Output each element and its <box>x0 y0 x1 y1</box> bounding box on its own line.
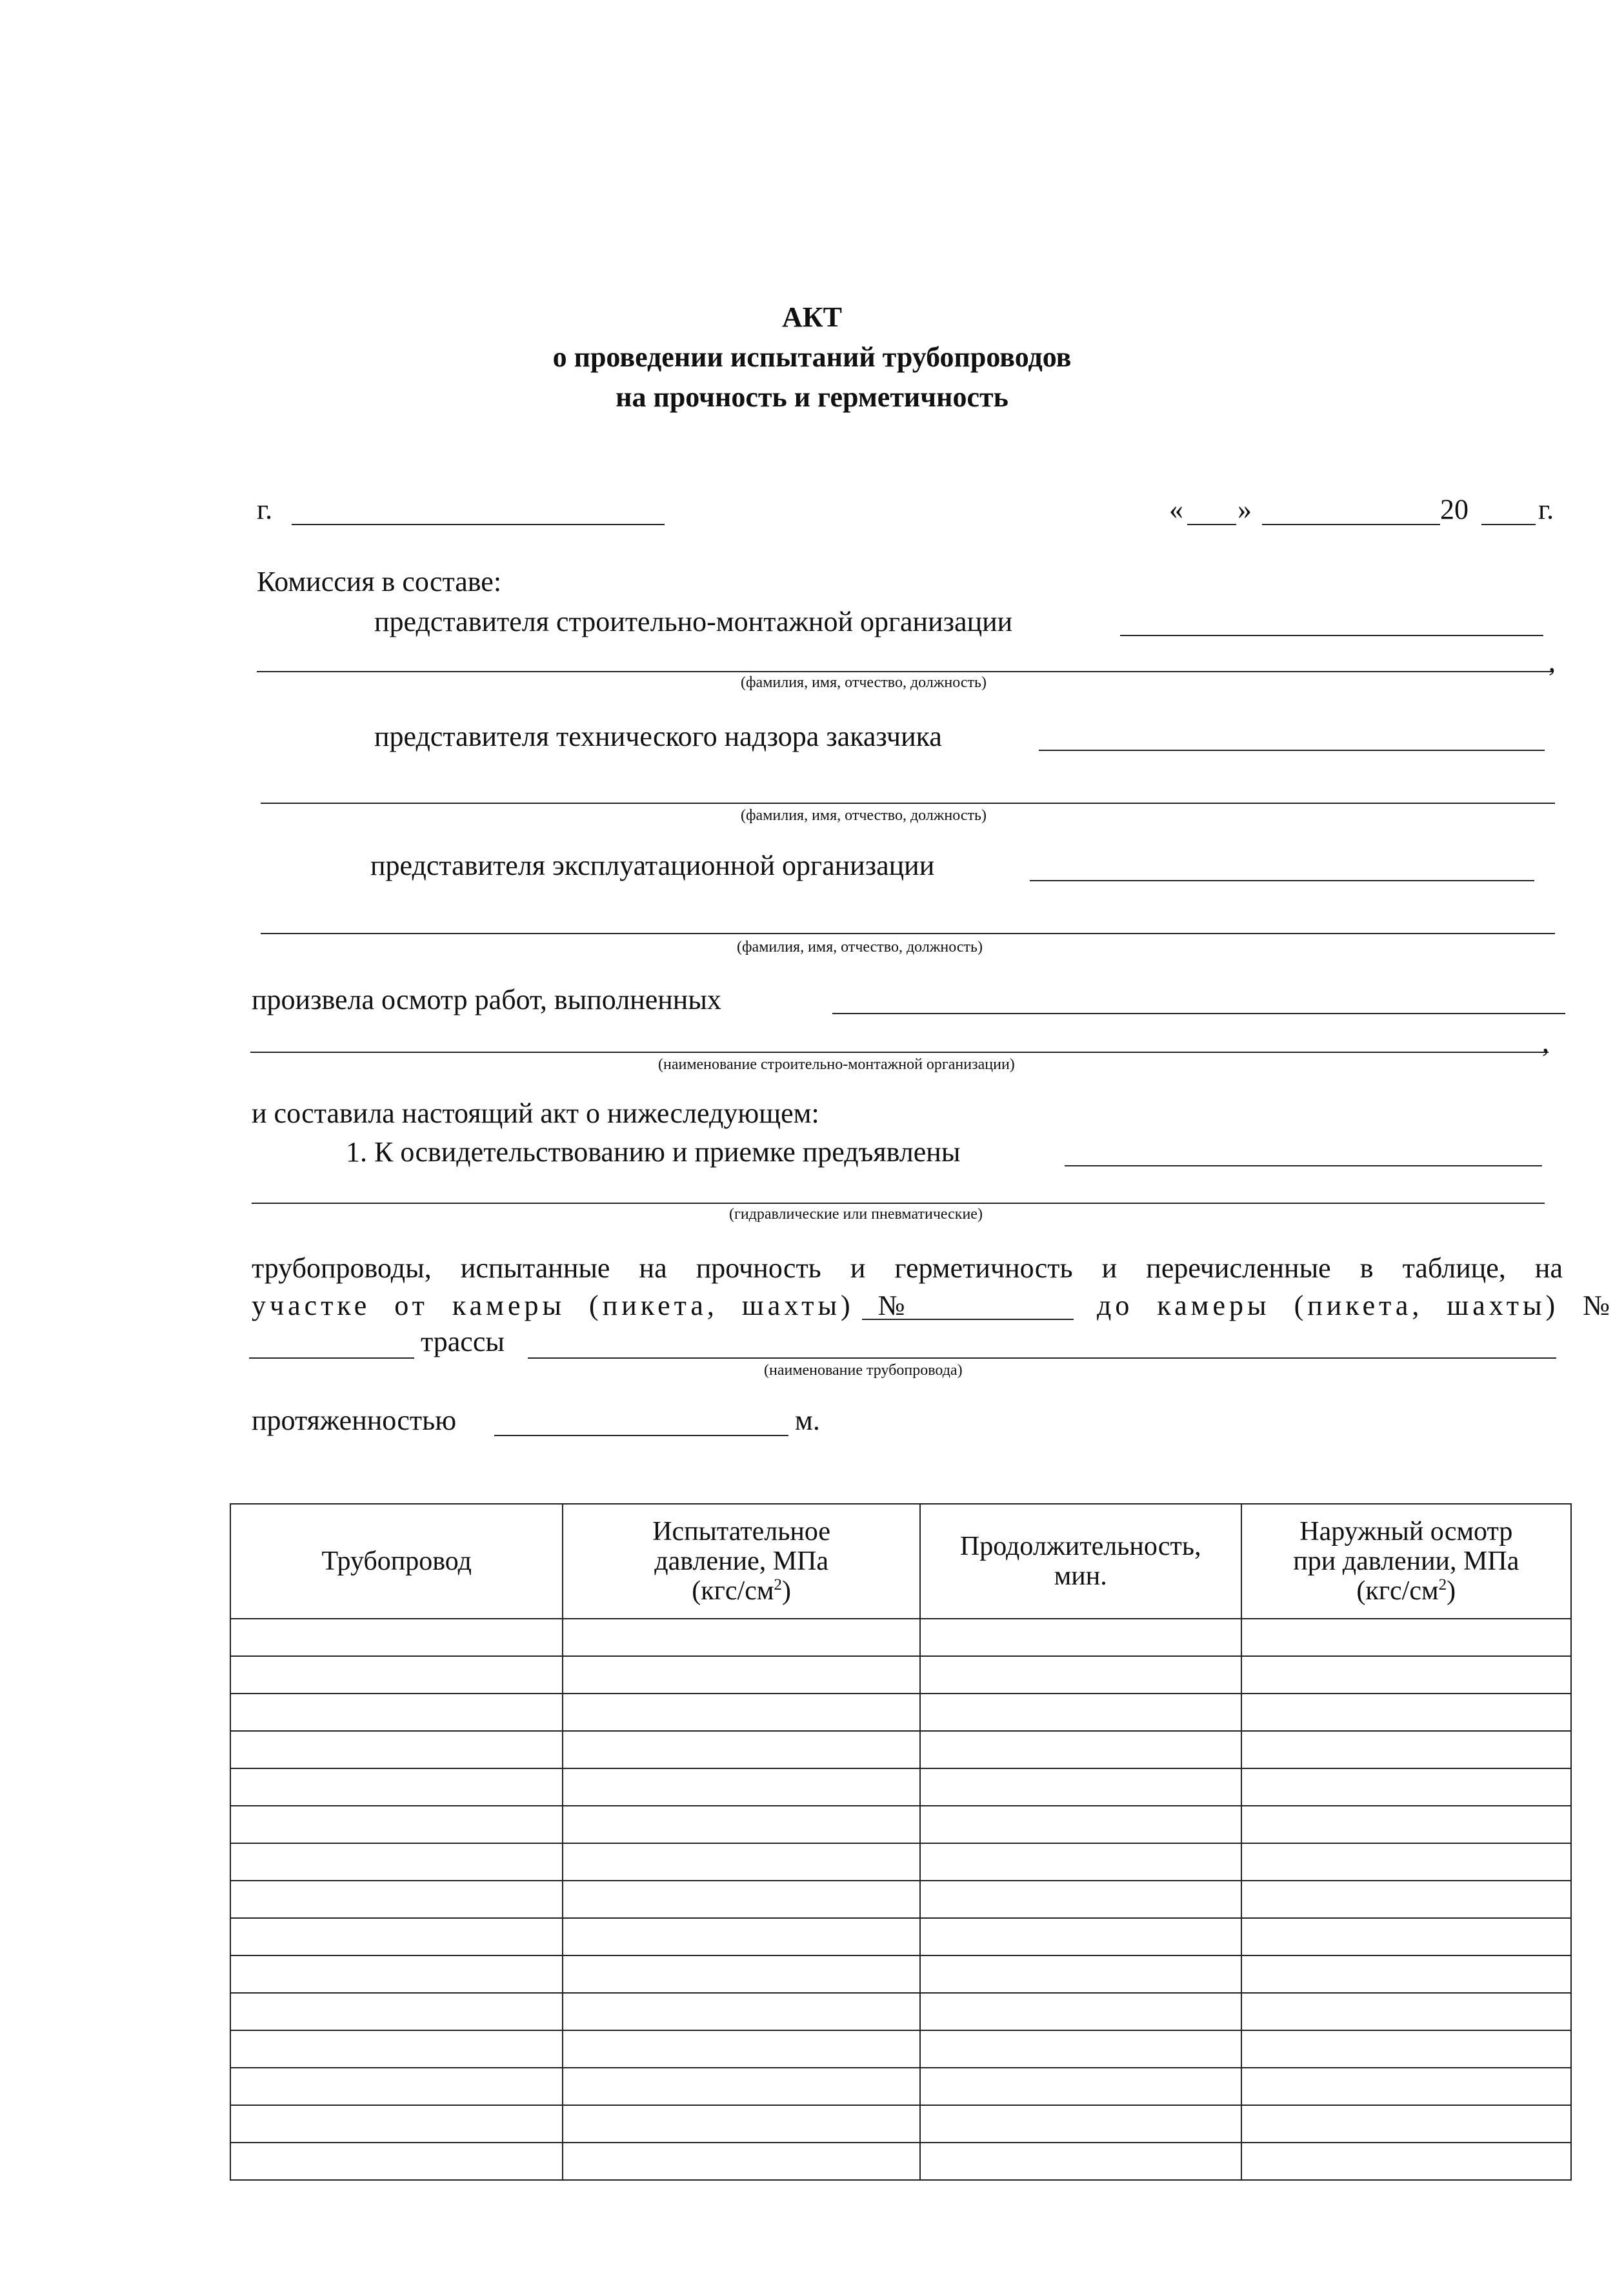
table-row <box>230 2105 1571 2143</box>
table-cell[interactable] <box>563 2105 919 2143</box>
table-cell[interactable] <box>563 1843 919 1881</box>
table-cell[interactable] <box>563 1656 919 1694</box>
inspection-blank-2[interactable] <box>250 1052 1549 1053</box>
caption-person-2: (фамилия, имя, отчество, должность) <box>741 807 987 824</box>
table-row <box>230 1656 1571 1694</box>
document-subtitle-line2: на прочность и герметичность <box>616 381 1008 413</box>
month-blank[interactable] <box>1262 524 1440 525</box>
rep-construction-comma: , <box>1549 646 1556 677</box>
to-chamber-blank[interactable] <box>249 1357 414 1359</box>
rep-operation-blank-2[interactable] <box>261 933 1555 934</box>
table-cell[interactable] <box>230 1619 563 1656</box>
city-blank[interactable] <box>292 524 665 525</box>
table-body <box>230 1619 1571 2180</box>
table-cell[interactable] <box>563 1806 919 1843</box>
table-cell[interactable] <box>563 2068 919 2105</box>
document-subtitle-line1: о проведении испытаний трубопроводов <box>552 341 1072 373</box>
table-cell[interactable] <box>563 1768 919 1806</box>
table-row <box>230 1694 1571 1731</box>
commission-intro: Комиссия в составе: <box>257 566 502 597</box>
table-cell[interactable] <box>920 1619 1241 1656</box>
act-intro: и составила настоящий акт о нижеследующем: <box>252 1097 819 1129</box>
table-cell[interactable] <box>230 1843 563 1881</box>
inspection-performed-label: произвела осмотр работ, выполненных <box>252 984 721 1015</box>
table-cell[interactable] <box>1241 1731 1571 1768</box>
table-cell[interactable] <box>230 2105 563 2143</box>
table-cell[interactable] <box>920 1955 1241 1993</box>
table-cell[interactable] <box>1241 1993 1571 2030</box>
table-cell[interactable] <box>563 1918 919 1955</box>
table-cell[interactable] <box>230 1656 563 1694</box>
table-cell[interactable] <box>1241 2105 1571 2143</box>
table-cell[interactable] <box>920 2143 1241 2180</box>
table-cell[interactable] <box>1241 1768 1571 1806</box>
document-title: АКТ <box>781 301 843 333</box>
city-prefix: г. <box>257 494 273 525</box>
rep-construction-label: представителя строительно-монтажной организации <box>374 606 1013 637</box>
table-cell[interactable] <box>230 2068 563 2105</box>
day-blank[interactable] <box>1187 524 1236 525</box>
act-line-a <box>252 1254 1563 1283</box>
table-cell[interactable] <box>563 1955 919 1993</box>
table-cell[interactable] <box>1241 1955 1571 1993</box>
table-cell[interactable] <box>1241 2143 1571 2180</box>
table-cell[interactable] <box>230 1955 563 1993</box>
date-quote-open: « <box>1169 494 1183 525</box>
header-duration: Продолжительность, мин. <box>920 1504 1241 1619</box>
rep-supervision-label: представителя технического надзора заказчика <box>374 721 942 752</box>
table-cell[interactable] <box>920 1881 1241 1918</box>
table-cell[interactable] <box>920 2105 1241 2143</box>
rep-construction-blank[interactable] <box>1120 635 1543 636</box>
table-cell[interactable] <box>563 1993 919 2030</box>
caption-pipeline: (наименование трубопровода) <box>764 1362 963 1379</box>
table-header-row <box>230 1504 1571 1619</box>
table-cell[interactable] <box>230 1768 563 1806</box>
length-blank[interactable] <box>494 1435 788 1436</box>
from-chamber-blank[interactable] <box>862 1319 1074 1320</box>
table-cell[interactable] <box>920 2068 1241 2105</box>
table-row <box>230 1955 1571 1993</box>
year-prefix: 20 <box>1440 494 1469 525</box>
pipeline-test-table <box>230 1503 1572 2181</box>
caption-type: (гидравлические или пневматические) <box>729 1206 983 1223</box>
header-pipeline: Трубопровод <box>230 1504 563 1619</box>
act-line-c-label: трассы <box>421 1326 505 1357</box>
table-row <box>230 1731 1571 1768</box>
year-blank[interactable] <box>1481 524 1536 525</box>
table-cell[interactable] <box>563 2030 919 2068</box>
header-test-pressure: Испытательное давление, МПа $(кгс/см^2)$ <box>563 1504 919 1619</box>
rep-construction-blank-2[interactable] <box>257 671 1554 672</box>
table-cell[interactable] <box>230 1993 563 2030</box>
caption-person-1: (фамилия, имя, отчество, должность) <box>741 674 987 691</box>
table-cell[interactable] <box>920 1918 1241 1955</box>
act-line-a-text: трубопроводы, испытанные на прочность и герметичность и перечисленные в таблице, на <box>252 1252 1563 1284</box>
table-row <box>230 1881 1571 1918</box>
table-cell[interactable] <box>920 1731 1241 1768</box>
act-item1-blank-2[interactable] <box>252 1203 1545 1204</box>
caption-person-3: (фамилия, имя, отчество, должность) <box>737 939 983 955</box>
table-cell[interactable] <box>563 1694 919 1731</box>
table-row <box>230 2143 1571 2180</box>
table-cell[interactable] <box>230 1918 563 1955</box>
table-cell[interactable] <box>563 1881 919 1918</box>
table-cell[interactable] <box>1241 1918 1571 1955</box>
table-cell[interactable] <box>230 1806 563 1843</box>
act-line-b-part2: до камеры (пикета, шахты) № <box>1097 1290 1614 1321</box>
table-cell[interactable] <box>230 1731 563 1768</box>
table-cell[interactable] <box>920 1993 1241 2030</box>
table-row <box>230 1993 1571 2030</box>
table-cell[interactable] <box>1241 1843 1571 1881</box>
table-cell[interactable] <box>230 2143 563 2180</box>
table-cell[interactable] <box>920 2030 1241 2068</box>
table-row <box>230 1918 1571 1955</box>
act-item1-blank[interactable] <box>1065 1165 1542 1166</box>
length-label: протяженностью <box>252 1405 457 1436</box>
table-row <box>230 1768 1571 1806</box>
table-cell[interactable] <box>1241 1806 1571 1843</box>
rep-supervision-blank-2[interactable] <box>261 803 1555 804</box>
pipeline-name-blank[interactable] <box>528 1357 1556 1359</box>
table-row <box>230 1806 1571 1843</box>
header-external-inspection: Наружный осмотр при давлении, МПа $(кгс/см^2)$ <box>1241 1504 1571 1619</box>
table-cell[interactable] <box>1241 1619 1571 1656</box>
table-cell[interactable] <box>920 1843 1241 1881</box>
table-cell[interactable] <box>563 1619 919 1656</box>
table-row <box>230 2030 1571 2068</box>
table-cell[interactable] <box>920 1694 1241 1731</box>
table-cell[interactable] <box>1241 1881 1571 1918</box>
table-cell[interactable] <box>1241 1694 1571 1731</box>
table-cell[interactable] <box>1241 2030 1571 2068</box>
table-cell[interactable] <box>230 1881 563 1918</box>
rep-operation-blank[interactable] <box>1030 880 1534 881</box>
table-cell[interactable] <box>230 1694 563 1731</box>
length-unit: м. <box>795 1405 820 1436</box>
table-cell[interactable] <box>230 2030 563 2068</box>
date-quote-close: » <box>1238 494 1252 525</box>
table-cell[interactable] <box>920 1768 1241 1806</box>
table-row <box>230 2068 1571 2105</box>
table-cell[interactable] <box>563 2143 919 2180</box>
table-row <box>230 1619 1571 1656</box>
table-cell[interactable] <box>920 1806 1241 1843</box>
rep-operation-label: представителя эксплуатационной организации <box>370 850 935 881</box>
inspection-blank[interactable] <box>832 1013 1565 1014</box>
rep-supervision-blank[interactable] <box>1039 750 1545 751</box>
act-line-b-part1: участке от камеры (пикета, шахты) № <box>252 1290 909 1321</box>
inspection-comma: , <box>1542 1026 1549 1058</box>
table-cell[interactable] <box>1241 1656 1571 1694</box>
table-cell[interactable] <box>920 1656 1241 1694</box>
year-suffix: г. <box>1538 494 1554 525</box>
table-cell[interactable] <box>1241 2068 1571 2105</box>
table-cell[interactable] <box>563 1731 919 1768</box>
act-item1: 1. К освидетельствованию и приемке предъявлены <box>346 1136 961 1168</box>
caption-org: (наименование строительно-монтажной организации) <box>658 1056 1015 1073</box>
table-row <box>230 1843 1571 1881</box>
